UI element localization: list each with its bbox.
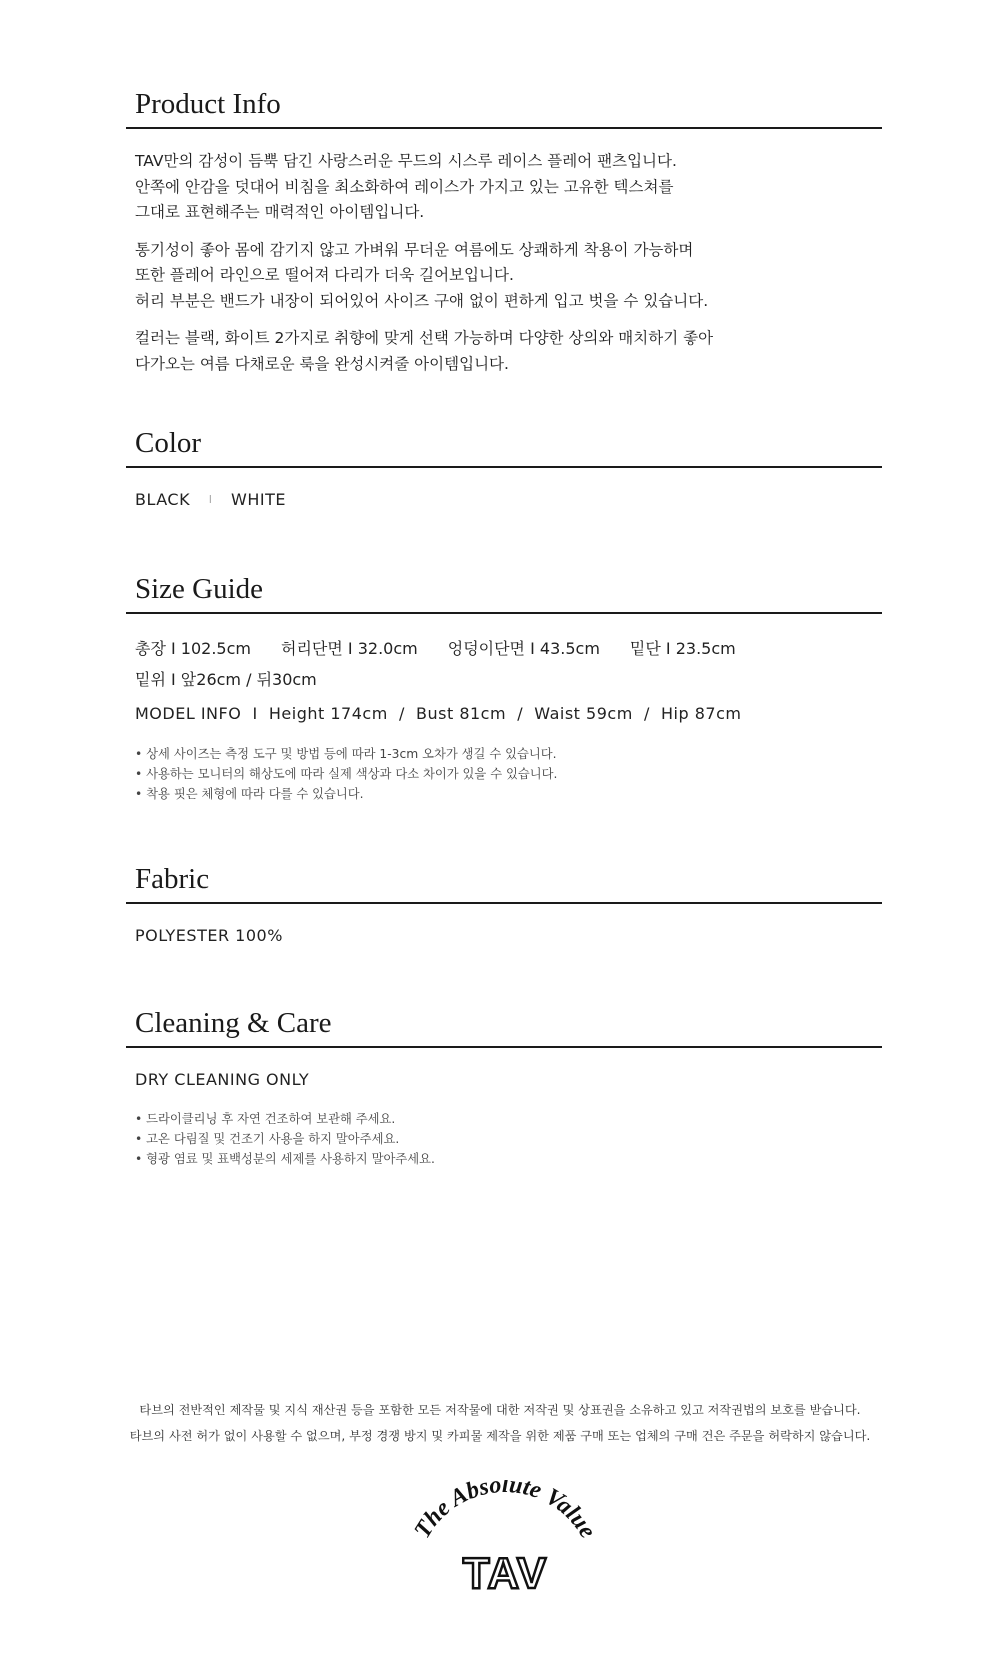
description-line: 컬러는 블랙, 화이트 2가지로 취향에 맞게 선택 가능하며 다양한 상의와 매치하기 좋아 xyxy=(135,329,714,347)
description-line: 통기성이 좋아 몸에 감기지 않고 가벼워 무더운 여름에도 상쾌하게 착용이 가능하며 xyxy=(135,240,694,259)
logo-mark: TAV xyxy=(462,1549,548,1598)
description-line: 그대로 표현해주는 매력적인 아이템입니다. xyxy=(135,203,425,221)
product-info-section xyxy=(126,84,882,373)
description-line: 안쪽에 안감을 덧대어 비침을 최소화하여 레이스가 가지고 있는 고유한 텍스쳐를 xyxy=(135,177,674,196)
size-waist: 허리단면 I 32.0cm xyxy=(281,639,418,658)
product-info-heading: Product Info xyxy=(135,88,281,120)
color-option-white: WHITE xyxy=(231,490,286,509)
care-section xyxy=(126,1003,882,1166)
model-info: MODEL INFO I Height 174cm / Bust 81cm / Waist 59cm / Hip 87cm xyxy=(135,704,742,723)
description-line: TAV만의 감성이 듬뿍 담긴 사랑스러운 무드의 시스루 레이스 플레어 팬츠입니다. xyxy=(135,152,677,170)
care-value: DRY CLEANING ONLY xyxy=(135,1070,310,1089)
color-section xyxy=(126,423,882,509)
size-hem: 밑단 I 23.5cm xyxy=(629,639,736,658)
care-note: • 형광 염료 및 표백성분의 세제를 사용하지 말아주세요. xyxy=(135,1149,435,1169)
size-measurements xyxy=(126,636,886,690)
description-paragraph-2 xyxy=(126,238,886,315)
size-total-length: 총장 I 102.5cm xyxy=(135,639,251,658)
copyright-notice xyxy=(0,1397,1000,1449)
color-divider xyxy=(126,466,882,468)
description-line: 허리 부분은 밴드가 내장이 되어있어 사이즈 구애 없이 편하게 입고 벗을 수 있습니다. xyxy=(135,291,709,310)
color-options xyxy=(126,490,286,509)
care-heading: Cleaning & Care xyxy=(135,1007,332,1039)
size-hip: 엉덩이단면 I 43.5cm xyxy=(447,639,600,658)
description-line: 다가오는 여름 다채로운 룩을 완성시켜줄 아이템입니다. xyxy=(135,354,509,373)
logo-arc-text: The Absolute Value xyxy=(409,1480,601,1543)
size-row-1 xyxy=(126,636,886,659)
description-line: 또한 플레어 라인으로 떨어져 다리가 더욱 길어보입니다. xyxy=(135,266,514,284)
size-note: • 사용하는 모니터의 해상도에 따라 실제 색상과 다소 차이가 있을 수 있습니다. xyxy=(135,764,557,784)
size-guide-section xyxy=(126,569,882,801)
care-note: • 고온 다림질 및 건조기 사용을 하지 말아주세요. xyxy=(135,1129,435,1149)
size-note: • 착용 핏은 체형에 따라 다를 수 있습니다. xyxy=(135,784,557,804)
fabric-heading: Fabric xyxy=(135,863,210,895)
fabric-value: POLYESTER 100% xyxy=(135,926,283,945)
product-info-description xyxy=(126,149,886,377)
care-notes xyxy=(126,1109,435,1169)
description-paragraph-1 xyxy=(126,149,886,226)
fabric-divider xyxy=(126,902,882,904)
tav-logo-graphic xyxy=(405,1480,605,1600)
fabric-section xyxy=(126,859,882,945)
size-guide-divider xyxy=(126,612,882,614)
color-separator: I xyxy=(208,493,213,506)
copyright-line-1: 타브의 전반적인 제작물 및 지식 재산권 등을 포함한 모든 저작물에 대한 저작권 및 상표권을 소유하고 있고 저작권법의 보호를 받습니다. xyxy=(139,1403,861,1417)
copyright-line-2: 타브의 사전 허가 없이 사용할 수 없으며, 부정 경쟁 방지 및 카피물 제작을 위한 제품 구매 또는 업체의 구매 건은 주문을 허락하지 않습니다. xyxy=(129,1429,871,1443)
description-paragraph-3 xyxy=(126,326,886,377)
color-heading: Color xyxy=(135,427,202,459)
color-option-black: BLACK xyxy=(135,490,191,509)
size-guide-notes xyxy=(126,744,557,804)
size-rise: 밑위 I 앞26cm / 뒤30cm xyxy=(135,670,317,689)
product-info-divider xyxy=(126,127,882,129)
size-row-2 xyxy=(126,667,886,690)
size-guide-heading: Size Guide xyxy=(135,573,264,605)
size-note: • 상세 사이즈는 측정 도구 및 방법 등에 따라 1-3cm 오차가 생길 수 있습니다. xyxy=(135,744,557,764)
tav-logo xyxy=(405,1480,605,1600)
care-divider xyxy=(126,1046,882,1048)
care-note: • 드라이클리닝 후 자연 건조하여 보관해 주세요. xyxy=(135,1109,435,1129)
